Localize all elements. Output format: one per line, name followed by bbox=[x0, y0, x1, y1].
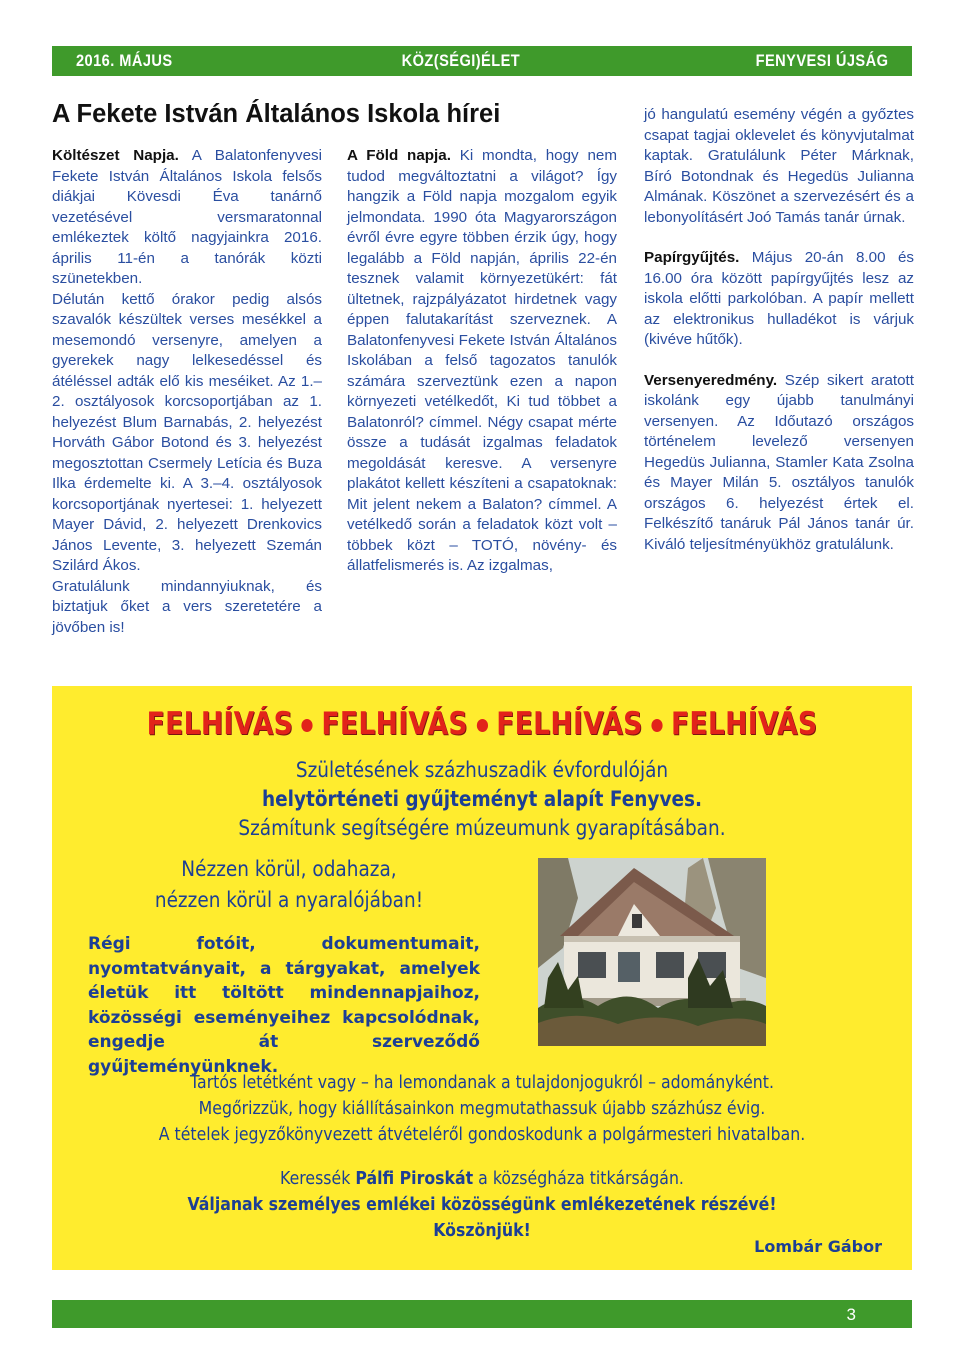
earth-day-continued: jó hangulatú esemény végén a győztes csapat tagjai oklevelet és könyvjutalmat kaptak. Gratulálunk Péter Márknak, Bíró Botondnak és Hegedüs Julianna Almának. Köszönet a szervezésért és a lebonyolításért Joó Tamás tanár úrnak. bbox=[644, 106, 914, 226]
contact-line-1 bbox=[95, 1166, 869, 1192]
poetry-day-heading: Költészet Napja. bbox=[52, 147, 179, 164]
intro-line-3: Számítunk segítségére múzeumunk gyarapításában. bbox=[238, 816, 726, 840]
paper-collection-heading: Papírgyűjtés. bbox=[644, 249, 740, 266]
callout-intro bbox=[52, 756, 912, 843]
poetry-day-paragraph bbox=[52, 146, 322, 290]
thanks-text: Köszönjük! bbox=[433, 1221, 531, 1241]
contact-person: Pálfi Piroskát bbox=[355, 1169, 474, 1189]
donation-line-1: Tartós letétként vagy – ha lemondanak a tulajdonjogukról – adományként. bbox=[190, 1073, 774, 1093]
intro-line-1: Születésének százhuszadik évfordulóján bbox=[295, 758, 669, 782]
contact-prefix: Keressék bbox=[280, 1169, 356, 1189]
callout-box bbox=[52, 686, 912, 1270]
article-column-1 bbox=[52, 146, 322, 638]
header-bar bbox=[52, 46, 912, 76]
house-photo bbox=[538, 858, 766, 1046]
bullet-dot-icon bbox=[302, 719, 313, 732]
callout-word: FELHÍVÁS bbox=[321, 706, 468, 742]
donation-line-2: Megőrizzük, hogy kiállításainkon megmutathassuk újabb százhúsz évig. bbox=[198, 1099, 766, 1119]
callout-word: FELHÍVÁS bbox=[496, 706, 643, 742]
page-number: 3 bbox=[846, 1305, 856, 1324]
page-title: A Fekete István Általános Iskola hírei bbox=[52, 100, 501, 128]
earth-day-heading: A Föld napja. bbox=[347, 147, 451, 164]
poetry-day-intro: A Balatonfenyvesi Fekete István Általános Iskola felsős diákjai Kövesdi Éva tanárnő vezetésével versmaratonnal emlékeztek költő nagyjainkra 2016. április 11-én a tanórák közti szünetekben. bbox=[52, 147, 323, 287]
subheading-line-2: nézzen körül a nyaralójában! bbox=[154, 888, 424, 912]
competition-result-text: Szép sikert aratott iskolánk egy újabb tanulmányi versenyen. Az Időutazó országos történelem levelező versenyen Hegedüs Julianna, Stamler Kata Zsolna és Mayer Milán 5. osztályos tanulók országos 6. helyezést értek el. Felkészítő tanáruk Pál János tanár úr. Kiváló teljesítményükhöz gratulálunk. bbox=[644, 371, 914, 553]
story-contest-text: Délután kettő órakor pedig alsós szavalók készültek verses mesékkel a mesemondó versenyre, amelyen a gyerekek nagy lelkesedéssel és átéléssel adták elő kis meséiket. Az 1.–2. osztályosok korcsoportjában az 1. helyezést Blum Barnabás, 2. helyezést Horváth Gábor Botond és 3. helyezést megosztottan Csermely Letícia és Buza Ilka érdemelte ki. A 3.–4. osztályosok korcsoportjának nyertesei: 1. helyezett Mayer Dávid, 2. helyezett Drenkovics János Levente, 3. helyezett Szemán Szilárd Ákos. bbox=[52, 290, 322, 574]
paper-collection-text: Május 20-án 8.00 és 16.00 óra között papírgyűjtés lesz az iskola előtti parkolóban. A papír mellett az elektronikus hulladékot is várjuk (kivéve hűtők). bbox=[644, 249, 914, 348]
contact-line-2: Váljanak személyes emlékei közösségünk emlékezetének részévé! bbox=[187, 1195, 777, 1215]
bullet-dot-icon bbox=[476, 719, 487, 732]
article-column-2 bbox=[347, 146, 617, 577]
earth-day-paragraph bbox=[347, 146, 617, 577]
paper-collection-paragraph bbox=[644, 248, 914, 351]
donation-info bbox=[52, 1070, 912, 1148]
callout-heading bbox=[112, 706, 852, 742]
competition-result-heading: Versenyeredmény. bbox=[644, 371, 778, 389]
contact-info bbox=[52, 1166, 912, 1244]
footer-bar bbox=[52, 1300, 912, 1328]
earth-day-text: Ki mondta, hogy nem tudod megváltoztatni a világot? Így hangzik a Föld napja mozgalom egyik jelmondata. 1990 óta Magyarországon évről évre egyre többen érzik úgy, hogy legalább a Föld napján, április 22-én tesznek valamit környezetükért: fát ültetnek, rajzpályázatot hirdetnek vagy éppen falutakarítást szerveznek. A Balatonfenyvesi Fekete István Általános Iskolában a felső tagozatos tanulók számára szerveztünk ezen a napon környezeti vetélkedőt, Ki tud többet a Balatonról? címmel. Négy csapat mérte össze a tudását izgalmas feladatok megoldását keresve. A versenyre plakátot kellett készíteni a csapatoknak: Mit jelent nekem a Balaton? címmel. A vetélkedő során a feladatok közt volt – többek közt – TOTÓ, növény- és állatfelismerés is. Az izgalmas, bbox=[347, 147, 617, 574]
congratulations-text: Gratulálunk mindannyiuknak, és biztatjuk őket a vers szeretetére a jövőben is! bbox=[52, 577, 322, 636]
author-signature: Lombár Gábor bbox=[754, 1237, 882, 1256]
callout-word: FELHÍVÁS bbox=[670, 706, 818, 742]
header-section: KÖZ(SÉGI)ÉLET bbox=[401, 51, 521, 70]
donation-line-3: A tételek jegyzőkönyvezett átvételéről gondoskodunk a polgármesteri hivatalban. bbox=[158, 1125, 806, 1145]
callout-subheading bbox=[124, 854, 454, 916]
old-photos-text: Régi fotóit, dokumentumait, nyomtatványait, a tárgyakat, amelyek életük itt töltött mindennapjaihoz, közösségi eseményeihez kapcsolódnak, engedje át szerveződő gyűjteményünknek. bbox=[88, 934, 480, 1077]
subheading-line-1: Nézzen körül, odahaza, bbox=[181, 857, 397, 881]
callout-word: FELHÍVÁS bbox=[146, 706, 294, 742]
header-date: 2016. MÁJUS bbox=[76, 51, 173, 70]
header-publication: FENYVESI ÚJSÁG bbox=[755, 51, 888, 70]
contact-location: a községháza titkárságán. bbox=[473, 1169, 684, 1189]
article-column-3 bbox=[644, 105, 914, 555]
competition-result-paragraph bbox=[644, 371, 914, 556]
intro-line-2: helytörténeti gyűjteményt alapít Fenyves. bbox=[261, 787, 703, 811]
bullet-dot-icon bbox=[651, 719, 662, 732]
